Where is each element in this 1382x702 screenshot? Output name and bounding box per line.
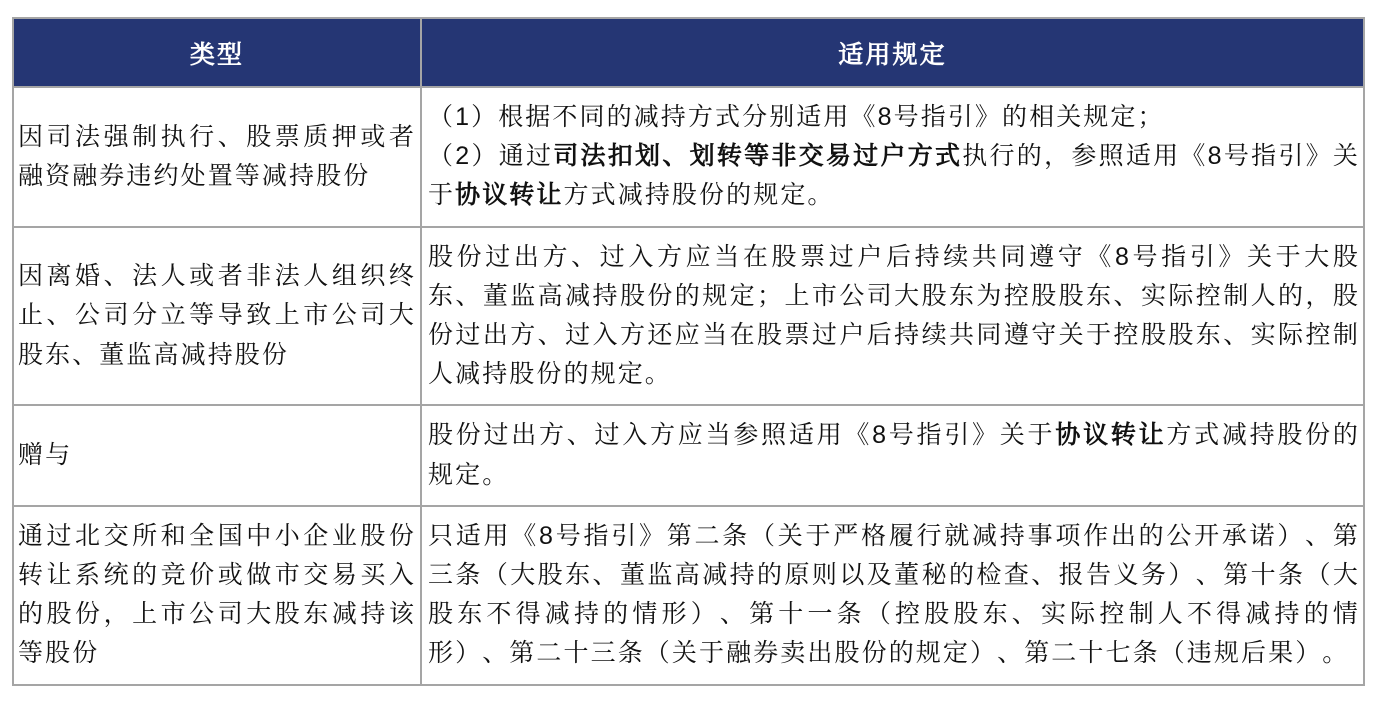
rule-text-segment: （1）根据不同的减持方式分别适用《8号指引》的相关规定； — [428, 103, 1165, 131]
rule-paragraph-1 — [428, 517, 1360, 674]
row-1-rule-text — [428, 98, 1360, 216]
row-2-type-cell — [14, 228, 422, 407]
row-4-rule-text — [428, 517, 1360, 674]
rule-text-segment: 执行的，参照适用《8号指引》关于 — [428, 142, 1361, 210]
rule-paragraph-1 — [428, 238, 1360, 395]
reduction-rules-table — [12, 17, 1365, 686]
rule-text-segment: 股份过出方、过入方应当参照适用《8号指引》关于 — [428, 421, 1056, 450]
rule-paragraph-1 — [428, 98, 1360, 137]
rule-text-segment: 只适用《8号指引》第二条（关于严格履行就减持事项作出的公开承诺）、第三条（大股东、董监高减持的原则以及董秘的检查、报告义务）、第十条（大股东不得减持的情形）、第十一条（控股股东、实际控制人不得减持的情形）、第二十三条（关于融券卖出股份的规定）、第二十七条（违规后果）。 — [428, 521, 1360, 668]
header-rule-label: 适用规定 — [838, 40, 947, 69]
rule-paragraph-2 — [428, 137, 1360, 215]
row-2-rule-cell — [422, 228, 1365, 407]
rule-text-segment: （2）通过 — [428, 142, 554, 171]
rule-text-segment: 股份过出方、过入方应当在股票过户后持续共同遵守《8号指引》关于大股东、董监高减持股份的规定；上市公司大股东为控股股东、实际控制人的，股份过出方、过入方还应当在股票过户后持续共同遵守关于控股股东、实际控制人减持股份的规定。 — [428, 242, 1360, 389]
row-1-type-text: 因司法强制执行、股票质押或者融资融券违约处置等减持股份 — [18, 122, 416, 190]
row-4-rule-cell — [422, 507, 1365, 686]
header-type-label: 类型 — [189, 40, 245, 69]
rule-text-segment: 方式减持股份的规定。 — [428, 421, 1360, 489]
row-3-type-text: 赠与 — [18, 441, 73, 470]
rule-emphasis-segment: 协议转让 — [455, 181, 564, 210]
row-2-rule-text — [428, 238, 1360, 395]
header-rule-cell — [422, 19, 1365, 88]
row-3-rule-cell — [422, 406, 1365, 506]
rule-text-segment: 方式减持股份的规定。 — [563, 181, 835, 210]
header-type-cell — [14, 19, 422, 88]
row-4-type-cell — [14, 507, 422, 686]
row-1-rule-cell — [422, 88, 1365, 228]
row-1-type-cell — [14, 88, 422, 228]
rule-emphasis-segment: 协议转让 — [1055, 421, 1167, 450]
row-4-type-text: 通过北交所和全国中小企业股份转让系统的竞价或做市交易买入的股份，上市公司大股东减持该等股份 — [18, 521, 416, 668]
row-3-rule-text — [428, 416, 1360, 494]
row-2-type-text: 因离婚、法人或者非法人组织终止、公司分立等导致上市公司大股东、董监高减持股份 — [18, 262, 416, 369]
rule-emphasis-segment: 司法扣划、划转等非交易过户方式 — [553, 142, 963, 171]
rule-paragraph-1 — [428, 416, 1360, 494]
row-3-type-cell — [14, 406, 422, 506]
